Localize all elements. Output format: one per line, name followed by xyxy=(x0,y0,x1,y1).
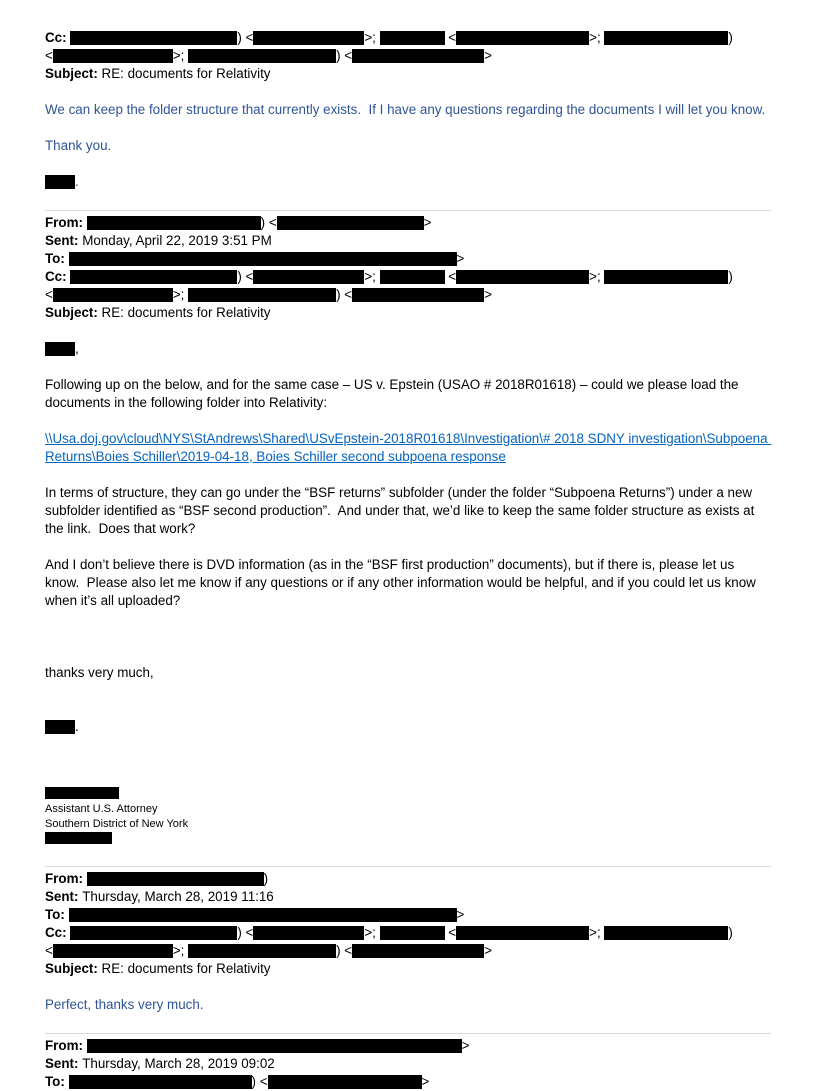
text-segment: >; xyxy=(364,925,380,940)
redaction-block xyxy=(380,270,445,284)
text-segment: ) xyxy=(263,871,269,886)
header-subject xyxy=(45,304,771,322)
text-segment: ) xyxy=(728,269,733,284)
text-segment: ) < xyxy=(336,48,353,63)
email-message-1 xyxy=(45,29,771,191)
redaction-block xyxy=(352,49,484,63)
redaction-block xyxy=(53,944,173,958)
redaction-block xyxy=(45,832,112,844)
text-segment: RE: documents for Relativity xyxy=(101,961,271,976)
text-segment: > xyxy=(456,251,465,266)
header-from xyxy=(45,1037,771,1055)
text-segment: < xyxy=(45,48,53,63)
text-segment: > xyxy=(423,215,432,230)
body-paragraph: Following up on the below, and for the same case – US v. Epstein (USAO # 2018R01618) – could we please load the documents in the following folder into Relativity: xyxy=(45,377,743,410)
redaction-block xyxy=(87,872,264,886)
header-field-label: Subject: xyxy=(45,961,102,976)
signature-title: Assistant U.S. Attorney xyxy=(45,803,158,815)
redaction-block xyxy=(53,49,173,63)
header-field-label: To: xyxy=(45,251,69,266)
email-message-4 xyxy=(45,1037,771,1091)
header-field-label: Subject: xyxy=(45,66,102,81)
redaction-block xyxy=(70,270,237,284)
redaction-block xyxy=(268,1075,422,1089)
body-paragraph: And I don’t believe there is DVD information (as in the “BSF first production” documents), but if there is, please let us know. Please also let me know if any questions or if any other information would be helpful, and if you could let us know when it’s all uploaded? xyxy=(45,557,760,608)
text-segment: ) < xyxy=(260,215,277,230)
email-separator xyxy=(45,210,771,211)
text-segment: > xyxy=(484,287,492,302)
redaction-block xyxy=(53,288,173,302)
header-field-label: Cc: xyxy=(45,925,71,940)
text-segment: ) < xyxy=(336,287,353,302)
signature-block xyxy=(45,787,771,847)
header-field-label: Cc: xyxy=(45,30,71,45)
redaction-block xyxy=(45,175,75,189)
header-from xyxy=(45,214,771,232)
closing-signoff-redacted xyxy=(45,718,771,736)
email-separator xyxy=(45,866,771,867)
redaction-block xyxy=(456,926,589,940)
signature-name-redacted xyxy=(45,787,771,802)
text-segment: < xyxy=(444,30,457,45)
redaction-block xyxy=(70,31,237,45)
text-segment: >; xyxy=(589,269,605,284)
signoff-redacted xyxy=(45,173,771,191)
text-segment: Monday, April 22, 2019 3:51 PM xyxy=(82,233,272,248)
text-segment: > xyxy=(456,907,465,922)
redaction-block xyxy=(352,288,484,302)
redaction-block xyxy=(69,1075,252,1089)
redaction-block xyxy=(604,270,728,284)
redaction-block xyxy=(69,908,457,922)
text-segment: ) < xyxy=(237,30,254,45)
header-field-label: Sent: xyxy=(45,1056,83,1071)
text-segment: >; xyxy=(172,943,189,958)
text-segment: >; xyxy=(364,30,380,45)
email-message-3 xyxy=(45,870,771,1014)
text-segment: >; xyxy=(589,30,605,45)
text-segment: > xyxy=(484,48,492,63)
text-segment: ) xyxy=(728,925,733,940)
redaction-block xyxy=(380,31,445,45)
header-cc-line1 xyxy=(45,268,771,286)
text-segment: ) < xyxy=(237,925,254,940)
text-segment: Thursday, March 28, 2019 11:16 xyxy=(82,889,274,904)
header-field-label: Subject: xyxy=(45,305,102,320)
text-segment: > xyxy=(461,1038,470,1053)
header-sent xyxy=(45,1055,771,1073)
signature-office: Southern District of New York xyxy=(45,818,189,830)
text-segment: Thursday, March 28, 2019 09:02 xyxy=(82,1056,275,1071)
header-to xyxy=(45,1073,771,1091)
text-segment: >; xyxy=(364,269,380,284)
header-to xyxy=(45,906,771,924)
redaction-block xyxy=(456,270,589,284)
redaction-block xyxy=(604,31,728,45)
redaction-block xyxy=(253,926,364,940)
header-field-label: From: xyxy=(45,871,87,886)
header-cc-line1 xyxy=(45,924,771,942)
text-segment: ) < xyxy=(251,1074,268,1089)
text-segment: RE: documents for Relativity xyxy=(101,66,271,81)
email-separator xyxy=(45,1033,771,1034)
redaction-block xyxy=(277,216,424,230)
redaction-block xyxy=(352,944,484,958)
text-segment: ) xyxy=(728,30,733,45)
redaction-block xyxy=(253,31,364,45)
redaction-block xyxy=(87,216,261,230)
redaction-block xyxy=(45,787,119,799)
text-segment: >; xyxy=(589,925,605,940)
relativity-folder-link[interactable]: \\Usa.doj.gov\cloud\NYS\StAndrews\Shared\USvEpstein-2018R01618\Investigation\# 2018 SDNY investigation\Subpoena Returns\Boies Schiller\2019-04-18, Boies Schiller second subpoena response xyxy=(45,431,772,464)
redaction-block xyxy=(188,944,336,958)
text-segment: RE: documents for Relativity xyxy=(101,305,271,320)
redaction-block xyxy=(188,49,336,63)
text-segment: < xyxy=(444,925,457,940)
text-segment: < xyxy=(45,943,53,958)
redaction-block xyxy=(87,1039,462,1053)
redaction-block xyxy=(70,926,237,940)
header-field-label: Cc: xyxy=(45,269,71,284)
header-cc-line2 xyxy=(45,286,771,304)
closing-block xyxy=(45,628,771,772)
redaction-block xyxy=(604,926,728,940)
body-paragraph: Perfect, thanks very much. xyxy=(45,997,204,1012)
header-subject xyxy=(45,65,771,83)
header-field-label: To: xyxy=(45,907,69,922)
header-sent xyxy=(45,888,771,906)
header-to xyxy=(45,250,771,268)
header-field-label: Sent: xyxy=(45,233,83,248)
redaction-block xyxy=(380,926,445,940)
closing-text: thanks very much, xyxy=(45,665,154,680)
header-subject xyxy=(45,960,771,978)
header-cc-line2 xyxy=(45,942,771,960)
redaction-block xyxy=(188,288,336,302)
header-from xyxy=(45,870,771,888)
salutation-redacted xyxy=(45,340,771,358)
header-field-label: Sent: xyxy=(45,889,83,904)
header-field-label: From: xyxy=(45,1038,87,1053)
text-segment: > xyxy=(421,1074,430,1089)
body-paragraph: Thank you. xyxy=(45,138,112,153)
text-segment: ) < xyxy=(237,269,254,284)
redaction-block xyxy=(45,720,75,734)
text-segment: < xyxy=(444,269,457,284)
header-field-label: From: xyxy=(45,215,87,230)
body-paragraph: In terms of structure, they can go under the “BSF returns” subfolder (under the folder “Subpoena Returns”) under a new subfolder identified as “BSF second production”. And under that, we’d like to keep the same folder structure as exists at the link. Does that work? xyxy=(45,485,759,536)
text-segment: >; xyxy=(172,48,189,63)
redaction-block xyxy=(45,342,75,356)
header-cc-line1 xyxy=(45,29,771,47)
header-cc-line2 xyxy=(45,47,771,65)
text-segment: , xyxy=(75,341,79,356)
link-paragraph xyxy=(45,430,771,466)
text-segment: < xyxy=(45,287,53,302)
text-segment: >; xyxy=(172,287,189,302)
signature-phone-redacted xyxy=(45,832,771,847)
redaction-block xyxy=(253,270,364,284)
redaction-block xyxy=(456,31,589,45)
redaction-block xyxy=(69,252,457,266)
text-segment: ) < xyxy=(336,943,353,958)
email-message-2 xyxy=(45,214,771,847)
text-segment: . xyxy=(75,174,79,189)
text-segment: . xyxy=(75,719,79,734)
header-field-label: To: xyxy=(45,1074,69,1089)
header-sent xyxy=(45,232,771,250)
text-segment: > xyxy=(484,943,492,958)
body-paragraph: We can keep the folder structure that currently exists. If I have any questions regarding the documents I will let you know. xyxy=(45,102,766,117)
